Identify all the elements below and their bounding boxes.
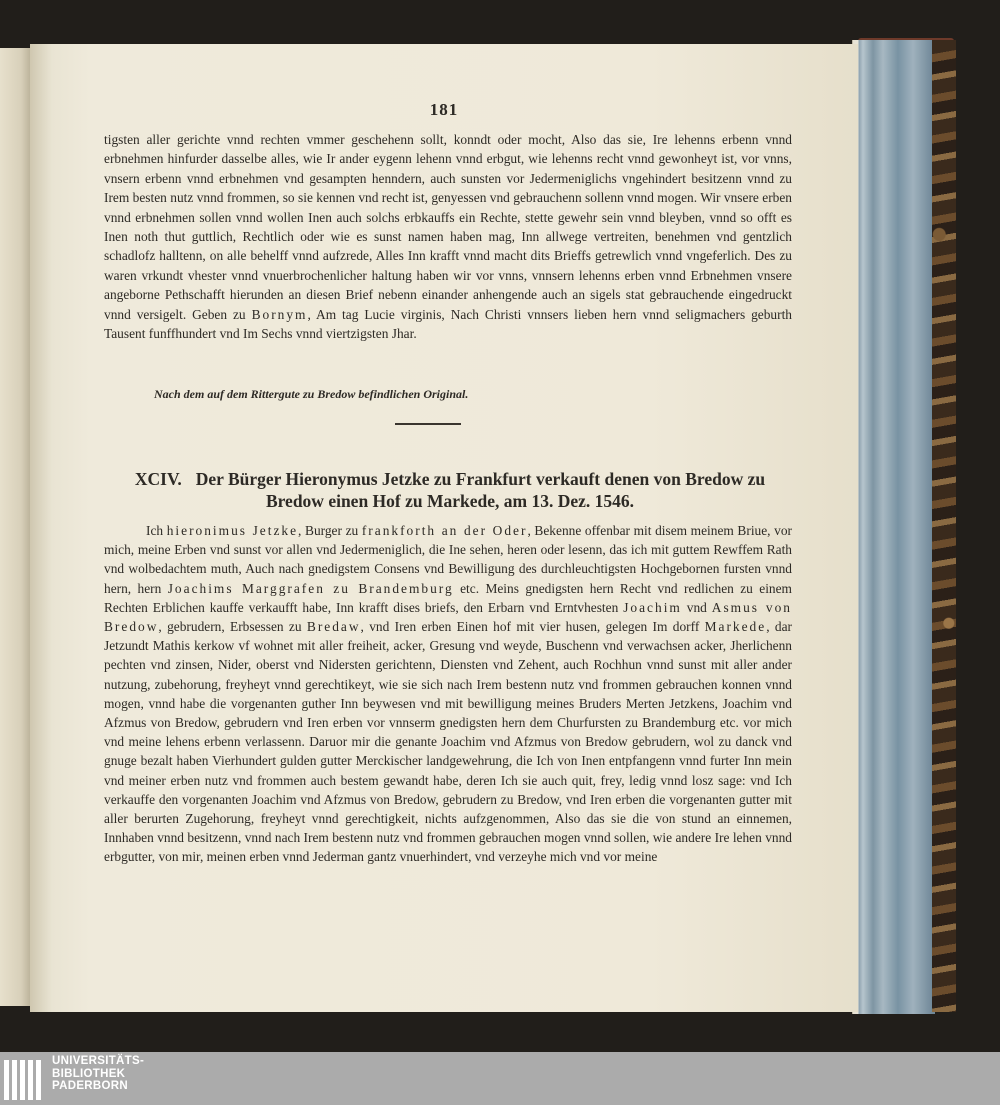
book-page — [30, 44, 858, 1012]
continuation-end: , Am tag Lucie virginis, Nach Christi vnnsers lieben hern vnnd seligmachers geburth Tausent funffhundert vnd Im Sechs vnnd viertzigsten Jhar. — [104, 306, 792, 342]
section-divider — [395, 423, 461, 425]
document-text-segment: , Bekenne offenbar mit disem meinem Briue, vor mich, meine Erben vnd sunst vor allen vnd Jedermeniglich, die Ine sehen, heren oder lesenn, das ich mit guttem Rewffem Rath vnd wolbedachtem muth, Auch nach gnedigstem Consens vnd Bewilligung des durchleuchtigsten Hochgebornen fursten vnnd hern, hern — [104, 523, 792, 596]
footer-bar — [0, 1052, 1000, 1105]
page-edges — [852, 40, 935, 1014]
document-text-segment: , dar Jetzundt Mathis kerkow vf wohnet mit aller freiheit, acker, Gresung vnd weyde, Buschenn vnd verwachsen acker, Jherlichenn pechten vnd zinsen, Nider, oberst vnd Nidersten gerichtenn, Diensten vnd Zehent, auch Rochhun vnnd sunst mit aller ander nutzung, zubehorung, freyheyt vnnd gerechtikeyt, wie sie sich nach Irem bestenn nutz vnd frommen gebrauchen konnen vnnd mogen, vnnd habe die vorgenanten guther Inn beywesen vnd mit bewilligung meines Bruders Merten Jetzkens, Joachim vnd Afzmus von Bredow, gebrudern vnd Iren erben vor vnnserm gnedigsten hern dem Churfursten zu Brandemburg etc. vor mich vnd meine lehens erbenn verlassenn. Daruor mir die genante Joachim vnd Afzmus von Bredow gebrudern, wol zu danck vnd gnuge bezalt haben Vierhundert gulden gutter Merckischer landgewehrung, die Ich von Inen entpfangenn vnnd furter Inn mein vnd meiner erben nutz vnd frommen auch bestem gewandt habe, deren Ich sie auch quit, frey, ledig vnnd losz sage: vnd Ich verkauffe den vorgenanten Joachim vnd Afzmus von Bredow, gebrudern zu Bredow, vnd Iren erben die vorgenanten gutter mit aller berurten Zugehorung, freyheyt vnnd gerechtigkeit, nichts aufzgenommen, Also das sie die von stund an einnemen, Innhaben vnnd besitzenn, vnnd nach Irem bestenn nutz vnd frommen gebrauchen mogen vnnd sollen, wie andere Ire lehen vnnd erbgutter, von mir, meinen erben vnnd Jederman gantz vnuerhindert, vnd verzeyhe mich vnd vor meine — [104, 619, 792, 865]
spaced-name: Asmus von Bredow — [104, 599, 793, 635]
place-name: Bornym — [251, 306, 308, 322]
library-name — [52, 1055, 144, 1093]
document-heading — [104, 468, 796, 512]
continuation-text: tigsten aller gerichte vnnd rechten vmmer geschehenn sollt, konndt oder mocht, Also das sie, Ire lehenns erbenn vnnd erbnehmen hinfurder dasselbe alles, wie Ir ander eygenn lehenn vnnd erbgut, wie lehenns recht vnnd gewonheyt ist, vor vnns, vnsern erbenn vnnd erbnehmen vnd gesampten henndern, auch sunsten vor Jedermeniglichs vngehindert besitzenn vnnd zu Irem besten nutz vnnd frommen, so sie kennen vnd recht ist, genyessen vnd gebrauchenn sollenn vnnd mogen. Wir vnsere erben vnnd erbnehmen sollen vnnd wollen Inen auch solchs erbkauffs ein Rechte, stette gewehr sein vnnd bleyben, vnnd so offt es Inen noth thut guttlich, Rechtlich oder wie es sunst namen haben mag, Inn allwege vertreiten, benehmen vnd gentzlich schadlofz halltenn, on alle behelff vnnd aufzrede, Alles Inn krafft vnnd macht dits Brieffs getrewlich vnnd vngeferlich. Des zu waren vrkundt vhester vnnd vnuerbrochenlicher haltung haben wir vor vnns, vnnsern lehenns erben vnnd Erbnehmen vnsere angeborne Pethschafft hierunden an diesen Brief nebenn einander anhengende auch an sigels stat gebrauchende eingedruckt vnnd versigelt. Geben zu — [104, 132, 792, 322]
library-logo-icon — [2, 1056, 48, 1102]
document-text-segment: , Burger zu — [298, 523, 362, 538]
spaced-name: Markede — [704, 619, 767, 635]
document-text — [104, 521, 792, 867]
document-title: Der Bürger Hieronymus Jetzke zu Frankfurt verkauft denen von Bredow zu Bredow einen Hof zu Markede, am 13. Dez. 1546. — [195, 469, 766, 511]
page-number: 181 — [429, 100, 459, 119]
document-text-segment: , vnd Iren erben Einen hof mit vier husen, gelegen Im dorff — [360, 619, 705, 635]
library-name-line-3: PADERBORN — [52, 1080, 128, 1092]
document-text-segment: Ich — [146, 523, 167, 538]
document-text-segment: etc. Meins gnedigsten hern Recht vnd redlichen zu einem Rechten Erblichen kauffe verkaufft habe, Inn krafft dises briefs, den Erbarn vnd Erntvhesten — [104, 580, 792, 615]
continuation-paragraph — [104, 130, 792, 343]
spaced-name: Bredaw — [306, 619, 361, 635]
library-name-line-2: BIBLIOTHEK — [52, 1067, 126, 1080]
facing-page-edge — [0, 48, 30, 1006]
document-text-segment: vnd — [681, 599, 712, 615]
source-note: Nach dem auf dem Rittergute zu Bredow befindlichen Original. — [154, 387, 469, 401]
spaced-name: frankforth an der Oder — [361, 523, 528, 538]
spaced-name: Joachim — [623, 599, 682, 615]
spaced-name: Joachims Marggrafen zu Brandemburg — [167, 580, 454, 596]
spaced-name: hieronimus Jetzke — [166, 523, 299, 538]
document-number: XCIV. — [134, 469, 182, 489]
document-text-segment: , gebrudern, Erbsessen zu — [158, 619, 307, 635]
library-name-line-1: UNIVERSITÄTS- — [52, 1055, 145, 1067]
book-spine — [932, 40, 956, 1012]
